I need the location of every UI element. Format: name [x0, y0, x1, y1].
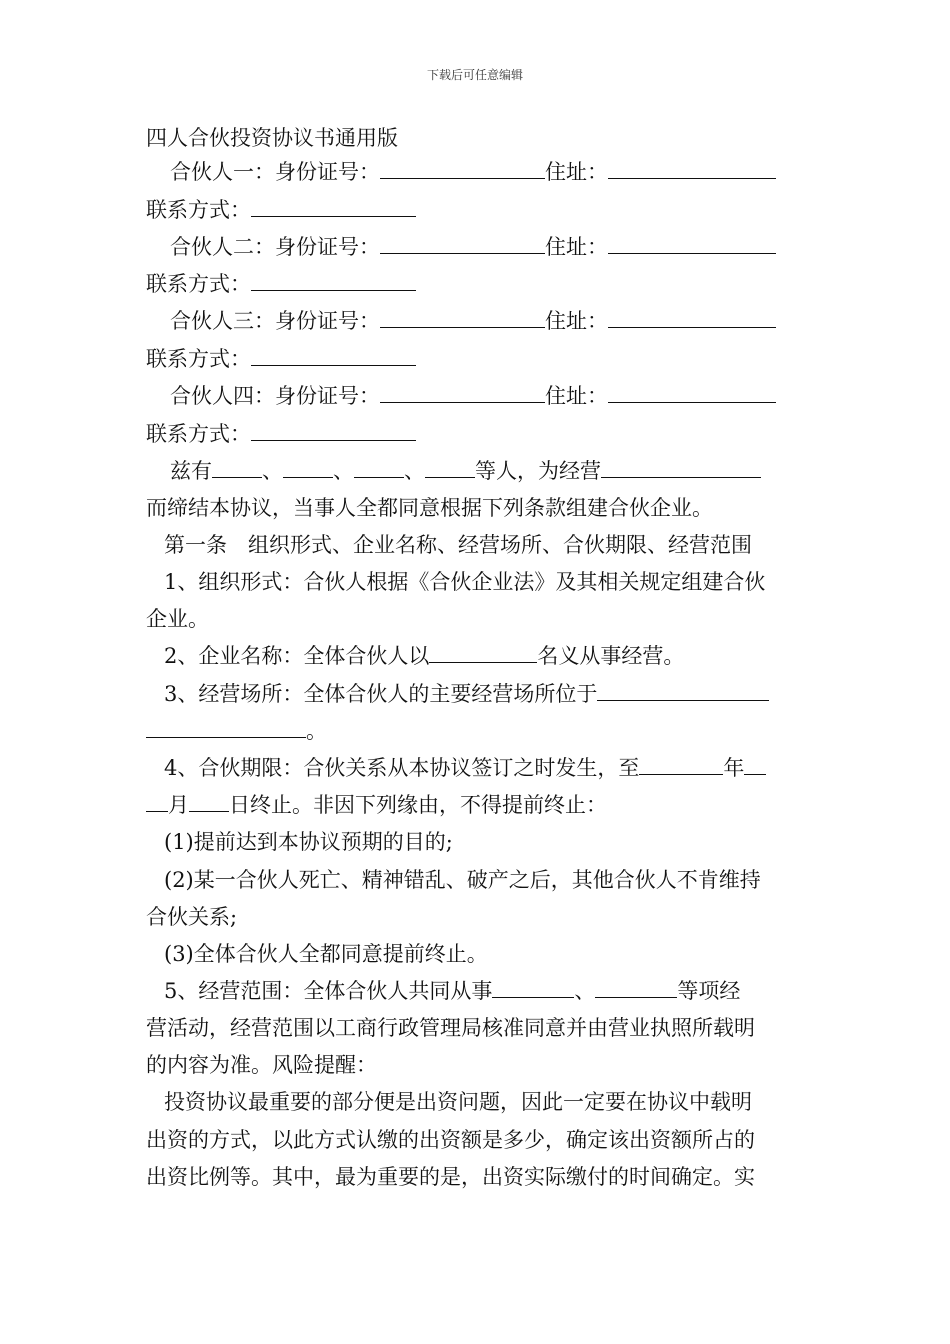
partner-1-addr-label: 住址：: [545, 160, 608, 184]
intro-blank-1: [212, 457, 262, 478]
partner-4-id-label: 合伙人四：身份证号：: [170, 384, 380, 408]
partner-2-line: [146, 233, 834, 261]
item-5-line-2: 营活动，经营范围以工商行政管理局核准同意并由营业执照所载明: [146, 1016, 755, 1040]
item-2-lead: 2、企业名称：全体合伙人以: [164, 644, 430, 668]
partner-3-contact-line: [146, 345, 810, 373]
partner-4-contact-line: [146, 420, 810, 448]
item-4-line-2: [146, 791, 810, 819]
sub-item-3: (3)全体合伙人全都同意提前终止。: [164, 942, 488, 966]
item-5-lead: 5、经营范围：全体合伙人共同从事: [164, 979, 493, 1003]
partner-2-contact-label: 联系方式：: [146, 272, 251, 296]
item-1-line-1: 1、组织形式：合伙人根据《合伙企业法》及其相关规定组建合伙: [164, 570, 766, 594]
intro-line-1: [146, 457, 834, 485]
item-3-lead: 3、经营场所：全体合伙人的主要经营场所位于: [164, 682, 598, 706]
item-2-tail: 名义从事经营。: [537, 644, 685, 668]
partner-3-contact-label: 联系方式：: [146, 347, 251, 371]
partner-1-addr-blank: [608, 158, 776, 179]
item-5-blank-2: [595, 977, 677, 998]
partner-2-contact-line: [146, 270, 810, 298]
partner-4-addr-blank: [608, 382, 776, 403]
page-header: 下载后可任意编辑: [426, 68, 523, 82]
intro-blank-3: [354, 457, 404, 478]
intro-blank-4: [425, 457, 475, 478]
item-3-line-1: [146, 680, 828, 708]
item-5-mid: 等项经: [677, 979, 741, 1003]
item-5-line-3: 的内容为准。风险提醒：: [146, 1053, 377, 1077]
item-4-year: 年: [723, 756, 745, 780]
intro-sep-1: 、: [262, 459, 283, 483]
item-2-name-blank: [429, 642, 537, 663]
partner-3-id-blank: [380, 307, 545, 328]
item-4-year-blank: [639, 754, 723, 775]
item-4-line-1: [146, 754, 828, 782]
partner-3-line: [146, 307, 834, 335]
intro-blank-2: [283, 457, 333, 478]
intro-business-blank: [601, 457, 761, 478]
item-4-day-blank: [189, 791, 229, 812]
partner-4-contact-label: 联系方式：: [146, 422, 251, 446]
risk-line-3: 出资比例等。其中，最为重要的是，出资实际缴付的时间确定。实: [146, 1165, 755, 1189]
sub-item-2-line-2: 合伙关系;: [146, 905, 238, 929]
partner-3-addr-blank: [608, 307, 776, 328]
partner-2-addr-blank: [608, 233, 776, 254]
item-3-tail: 。: [306, 719, 327, 743]
partner-1-line: [146, 158, 834, 186]
sub-item-2-line-1: (2)某一合伙人死亡、精神错乱、破产之后，其他合伙人不肯维持: [164, 868, 761, 892]
item-4-lead: 4、合伙期限：合伙关系从本协议签订之时发生，至: [164, 756, 640, 780]
partner-2-addr-label: 住址：: [545, 235, 608, 259]
item-5-blank-1: [492, 977, 574, 998]
risk-line-1: 投资协议最重要的部分便是出资问题，因此一定要在协议中载明: [164, 1090, 752, 1114]
partner-2-contact-blank: [251, 270, 416, 291]
sub-item-1: (1)提前达到本协议预期的目的;: [164, 830, 453, 854]
partner-4-addr-label: 住址：: [545, 384, 608, 408]
partner-1-id-label: 合伙人一：身份证号：: [170, 160, 380, 184]
partner-2-id-blank: [380, 233, 545, 254]
item-4-month-blank-1: [744, 754, 766, 775]
partner-4-line: [146, 382, 834, 410]
item-4-month: 月: [168, 793, 189, 817]
partner-3-contact-blank: [251, 345, 416, 366]
item-3-line-2: [146, 717, 810, 745]
item-5-sep: 、: [574, 979, 596, 1003]
item-3-place-blank-1: [597, 680, 769, 701]
partner-4-contact-blank: [251, 420, 416, 441]
intro-sep-2: 、: [333, 459, 354, 483]
item-4-month-blank-2: [146, 791, 168, 812]
item-2-line: [146, 642, 828, 670]
item-3-place-blank-2: [146, 717, 306, 738]
article-1-heading: 第一条 组织形式、企业名称、经营场所、合伙期限、经营范围: [164, 533, 752, 557]
partner-1-contact-label: 联系方式：: [146, 198, 251, 222]
partner-3-id-label: 合伙人三：身份证号：: [170, 309, 380, 333]
item-4-tail: 日终止。非因下列缘由，不得提前终止：: [229, 793, 607, 817]
intro-mid: 等人，为经营: [475, 459, 601, 483]
item-5-line-1: [146, 977, 828, 1005]
partner-1-contact-line: [146, 196, 810, 224]
risk-line-2: 出资的方式，以此方式认缴的出资额是多少，确定该出资额所占的: [146, 1128, 755, 1152]
document-title: 四人合伙投资协议书通用版: [146, 126, 398, 150]
partner-2-id-label: 合伙人二：身份证号：: [170, 235, 380, 259]
item-1-line-2: 企业。: [146, 607, 209, 631]
intro-lead: 兹有: [170, 459, 212, 483]
intro-line-2: 而缔结本协议，当事人全都同意根据下列条款组建合伙企业。: [146, 496, 713, 520]
intro-sep-3: 、: [404, 459, 425, 483]
partner-1-contact-blank: [251, 196, 416, 217]
partner-4-id-blank: [380, 382, 545, 403]
partner-3-addr-label: 住址：: [545, 309, 608, 333]
partner-1-id-blank: [380, 158, 545, 179]
